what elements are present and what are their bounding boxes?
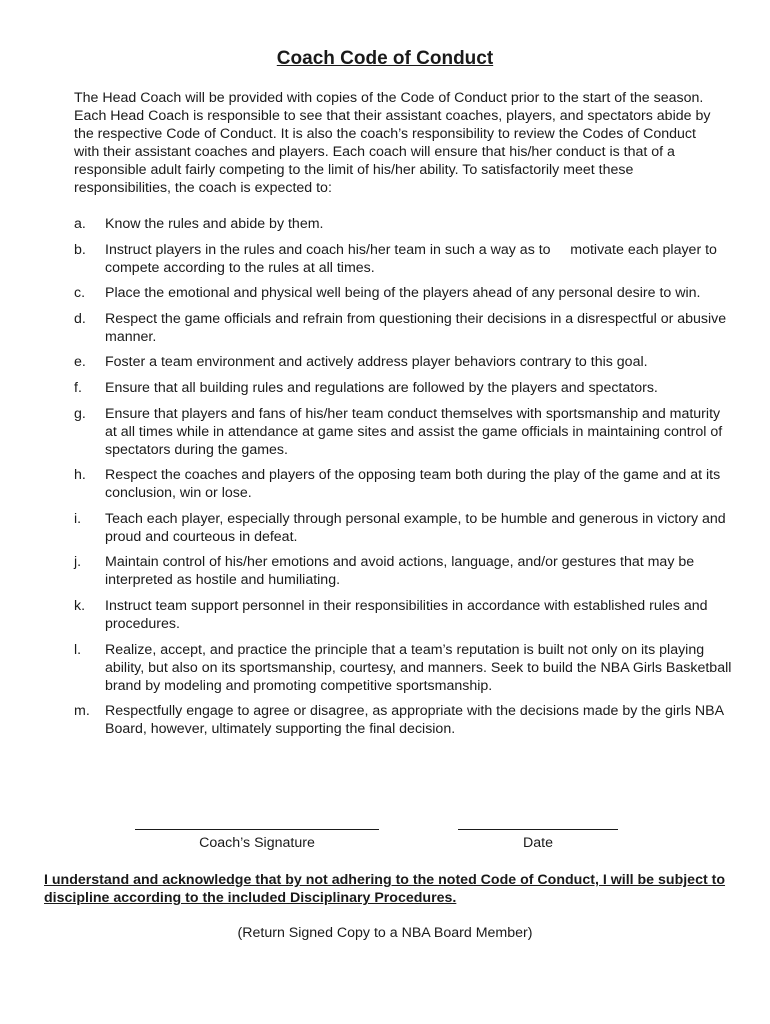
list-item-text: Ensure that all building rules and regulations are followed by the players and spectators. [105, 379, 658, 396]
list-item [74, 215, 734, 233]
list-item-text: Teach each player, especially through personal example, to be humble and generous in victory and proud and courteous in defeat. [105, 510, 726, 545]
list-item [74, 702, 734, 738]
list-item-letter: i. [74, 510, 82, 527]
list-item-letter: g. [74, 405, 86, 422]
coach-signature-label: Coach’s Signature [199, 835, 315, 851]
list-item-letter: j. [74, 554, 82, 571]
list-item [74, 284, 734, 302]
list-item-letter: b. [74, 241, 86, 258]
document-title: Coach Code of Conduct [276, 48, 494, 69]
date-signature-line[interactable] [458, 829, 618, 830]
list-item [74, 379, 734, 397]
list-item [74, 466, 734, 502]
list-item [74, 241, 734, 277]
list-item-letter: m. [74, 703, 90, 720]
list-item [74, 553, 734, 589]
list-item-letter: l. [74, 641, 82, 658]
list-item-text: Respectfully engage to agree or disagree, as appropriate with the decisions made by the girls NBA Board, however, ultimately supporting the final decision. [105, 703, 724, 738]
list-item-text: Instruct players in the rules and coach his/her team in such a way as to motivate each player to compete according to the rules at all times. [105, 241, 721, 276]
list-item-text: Respect the coaches and players of the opposing team both during the play of the game and at its conclusion, win or lose. [105, 467, 721, 502]
list-item [74, 310, 734, 346]
list-item [74, 597, 734, 633]
list-item-letter: c. [74, 285, 86, 302]
date-label: Date [523, 835, 553, 851]
coach-signature-line[interactable] [135, 829, 379, 830]
list-item-letter: f. [74, 379, 82, 396]
list-item [74, 510, 734, 546]
list-item-text: Ensure that players and fans of his/her team conduct themselves with sportsmanship and maturity at all times while in attendance at game sites and assist the game officials in maintaining control of spectators during the games. [105, 405, 723, 458]
list-item-letter: d. [74, 310, 86, 327]
list-item-text: Maintain control of his/her emotions and avoid actions, language, and/or gestures that may be interpreted as hostile and humiliating. [105, 554, 695, 589]
list-item-text: Respect the game officials and refrain from questioning their decisions in a disrespectful or abusive manner. [105, 310, 727, 345]
list-item-text: Place the emotional and physical well being of the players ahead of any personal desire to win. [105, 285, 701, 302]
list-item-text: Realize, accept, and practice the principle that a team’s reputation is built not only on its playing ability, but also on its sportsmanship, courtesy, and manners. Seek to build the NBA Girls Basketball brand by modeling and promoting competitive sportsmanship. [105, 641, 732, 694]
list-item-text: Foster a team environment and actively address player behaviors contrary to this goal. [105, 354, 648, 371]
conduct-list [74, 215, 734, 746]
list-item [74, 353, 734, 371]
list-item [74, 405, 734, 459]
list-item-letter: a. [74, 216, 86, 232]
list-item [74, 641, 734, 695]
list-item-letter: e. [74, 354, 86, 371]
list-item-text: Instruct team support personnel in their responsibilities in accordance with established rules and procedures. [105, 597, 708, 632]
list-item-letter: k. [74, 597, 86, 614]
return-note: (Return Signed Copy to a NBA Board Member) [237, 925, 533, 941]
intro-paragraph: The Head Coach will be provided with copies of the Code of Conduct prior to the start of the season. Each Head Coach is responsible to see that their assistant coaches, players, and spectators abide by the respective Code of Conduct. It is also the coach’s responsibility to review the Codes of Conduct with their assistant coaches and players. Each coach will ensure that his/her conduct is that of a responsible adult fairly competing to the limit of his/her ability. To satisfactorily meet these responsibilities, the coach is expected to: [74, 90, 711, 196]
acknowledgement-statement: I understand and acknowledge that by not adhering to the noted Code of Conduct, I will be subject to discipline according to the included Disciplinary Procedures. [44, 872, 726, 906]
list-item-letter: h. [74, 467, 86, 484]
list-item-text: Know the rules and abide by them. [105, 216, 324, 232]
